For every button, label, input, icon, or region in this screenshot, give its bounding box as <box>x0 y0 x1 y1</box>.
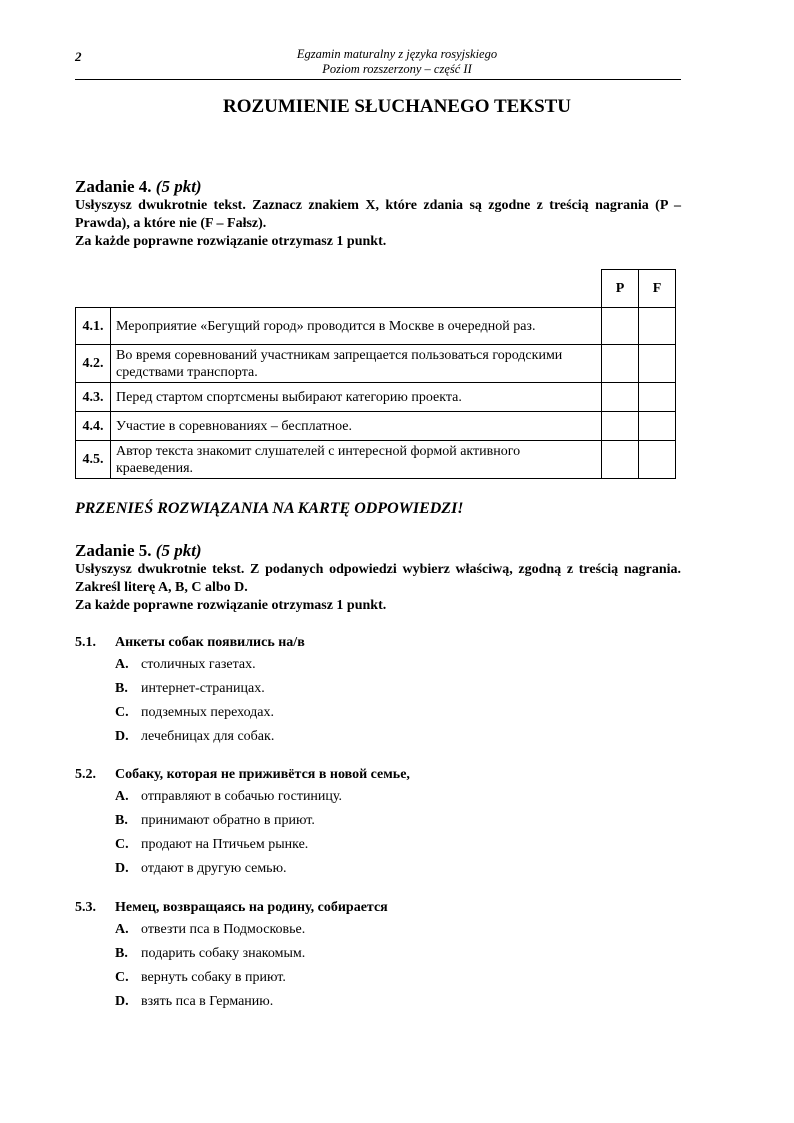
header-level: Poziom rozszerzony – część II <box>322 62 472 76</box>
option-d[interactable] <box>75 857 681 881</box>
question-stem <box>75 633 681 653</box>
option-letter[interactable]: B. <box>115 681 128 696</box>
statement-text: Участие в соревнованиях – бесплатное. <box>111 412 602 441</box>
option-letter[interactable]: B. <box>115 813 128 828</box>
answer-cell-p[interactable] <box>602 383 639 412</box>
option-text: взять пса в Германию. <box>141 994 274 1009</box>
option-b[interactable] <box>75 677 681 701</box>
table-row <box>76 412 676 441</box>
task4-scoring: Za każde poprawne rozwiązanie otrzymasz 1 punkt. <box>75 234 387 249</box>
answer-cell-p[interactable] <box>602 441 639 479</box>
true-false-table <box>75 269 676 479</box>
statement-text: Перед стартом спортсмены выбирают категорию проекта. <box>111 383 602 412</box>
answer-cell-f[interactable] <box>639 308 676 345</box>
answer-cell-f[interactable] <box>639 345 676 383</box>
task5-instruction: Usłyszysz dwukrotnie tekst. Z podanych odpowiedzi wybierz właściwą, zgodną z treścią nagrania. Zakreśl literę A, B, C albo D. <box>75 562 681 595</box>
question-5-2 <box>75 765 681 881</box>
option-d[interactable] <box>75 725 681 749</box>
header-exam-title: Egzamin maturalny z języka rosyjskiego <box>296 47 498 61</box>
running-header <box>0 47 794 77</box>
question-number: 5.3. <box>75 900 96 915</box>
task4-points: (5 pkt) <box>155 177 202 196</box>
option-text: отдают в другую семью. <box>141 861 287 876</box>
question-stem <box>75 765 681 785</box>
question-text: Собаку, которая не приживётся в новой семье, <box>115 767 410 782</box>
answer-cell-f[interactable] <box>639 441 676 479</box>
answer-cell-p[interactable] <box>602 308 639 345</box>
task5-points: (5 pkt) <box>155 541 202 560</box>
question-5-3 <box>75 898 681 1014</box>
question-5-1 <box>75 633 681 749</box>
option-b[interactable] <box>75 809 681 833</box>
option-d[interactable] <box>75 990 681 1014</box>
option-text: интернет-страницах. <box>141 681 265 696</box>
option-letter[interactable]: A. <box>115 789 129 804</box>
task5-intro <box>75 541 681 615</box>
row-number: 4.2. <box>76 345 111 383</box>
statement-text: Во время соревнований участникам запрещается пользоваться городскими средствами транспорта. <box>111 345 602 383</box>
page-number: 2 <box>75 49 82 64</box>
header-divider <box>75 79 681 80</box>
table-header-row <box>76 270 676 308</box>
option-b[interactable] <box>75 942 681 966</box>
option-c[interactable] <box>75 833 681 857</box>
question-number: 5.2. <box>75 767 96 782</box>
option-text: подземных переходах. <box>141 705 275 720</box>
table-row <box>76 441 676 479</box>
option-letter[interactable]: C. <box>115 837 129 852</box>
answer-cell-f[interactable] <box>639 383 676 412</box>
table-row <box>76 345 676 383</box>
answer-cell-p[interactable] <box>602 345 639 383</box>
statement-text: Мероприятие «Бегущий город» проводится в Москве в очередной раз. <box>111 308 602 345</box>
option-a[interactable] <box>75 785 681 809</box>
task4-intro <box>75 177 681 251</box>
option-c[interactable] <box>75 701 681 725</box>
row-number: 4.5. <box>76 441 111 479</box>
option-letter[interactable]: C. <box>115 970 129 985</box>
section-title: ROZUMIENIE SŁUCHANEGO TEKSTU <box>222 96 572 117</box>
task4-heading <box>75 177 681 197</box>
option-a[interactable] <box>75 918 681 942</box>
answer-cell-f[interactable] <box>639 412 676 441</box>
option-letter[interactable]: A. <box>115 657 129 672</box>
task4-title: Zadanie 4. <box>75 177 152 196</box>
question-stem <box>75 898 681 918</box>
option-c[interactable] <box>75 966 681 990</box>
option-text: лечебницах для собак. <box>141 729 275 744</box>
transfer-note: PRZENIEŚ ROZWIĄZANIA NA KARTĘ ODPOWIEDZI! <box>75 500 464 517</box>
column-f-header: F <box>639 270 676 308</box>
option-text: столичных газетах. <box>141 657 256 672</box>
column-p-header: P <box>602 270 639 308</box>
option-text: вернуть собаку в приют. <box>141 970 286 985</box>
task5-heading <box>75 541 681 561</box>
option-text: принимают обратно в приют. <box>141 813 315 828</box>
task5-title: Zadanie 5. <box>75 541 152 560</box>
table-row <box>76 383 676 412</box>
option-text: отправляют в собачью гостиницу. <box>141 789 343 804</box>
option-text: отвезти пса в Подмосковье. <box>141 922 306 937</box>
option-text: продают на Птичьем рынке. <box>141 837 309 852</box>
row-number: 4.4. <box>76 412 111 441</box>
option-letter[interactable]: D. <box>115 861 129 876</box>
option-letter[interactable]: D. <box>115 994 129 1009</box>
option-letter[interactable]: D. <box>115 729 129 744</box>
option-letter[interactable]: A. <box>115 922 129 937</box>
task5-scoring: Za każde poprawne rozwiązanie otrzymasz 1 punkt. <box>75 598 387 613</box>
option-letter[interactable]: C. <box>115 705 129 720</box>
option-text: подарить собаку знакомым. <box>141 946 306 961</box>
question-number: 5.1. <box>75 635 96 650</box>
table-row <box>76 308 676 345</box>
row-number: 4.1. <box>76 308 111 345</box>
task4-instruction: Usłyszysz dwukrotnie tekst. Zaznacz znakiem X, które zdania są zgodne z treścią nagrania (P – Prawda), a które nie (F – Fałsz). <box>75 198 681 231</box>
question-text: Анкеты собак появились на/в <box>115 635 305 650</box>
statement-text: Автор текста знакомит слушателей с интересной формой активного краеведения. <box>111 441 602 479</box>
option-a[interactable] <box>75 653 681 677</box>
option-letter[interactable]: B. <box>115 946 128 961</box>
answer-cell-p[interactable] <box>602 412 639 441</box>
row-number: 4.3. <box>76 383 111 412</box>
question-text: Немец, возвращаясь на родину, собирается <box>115 900 388 915</box>
